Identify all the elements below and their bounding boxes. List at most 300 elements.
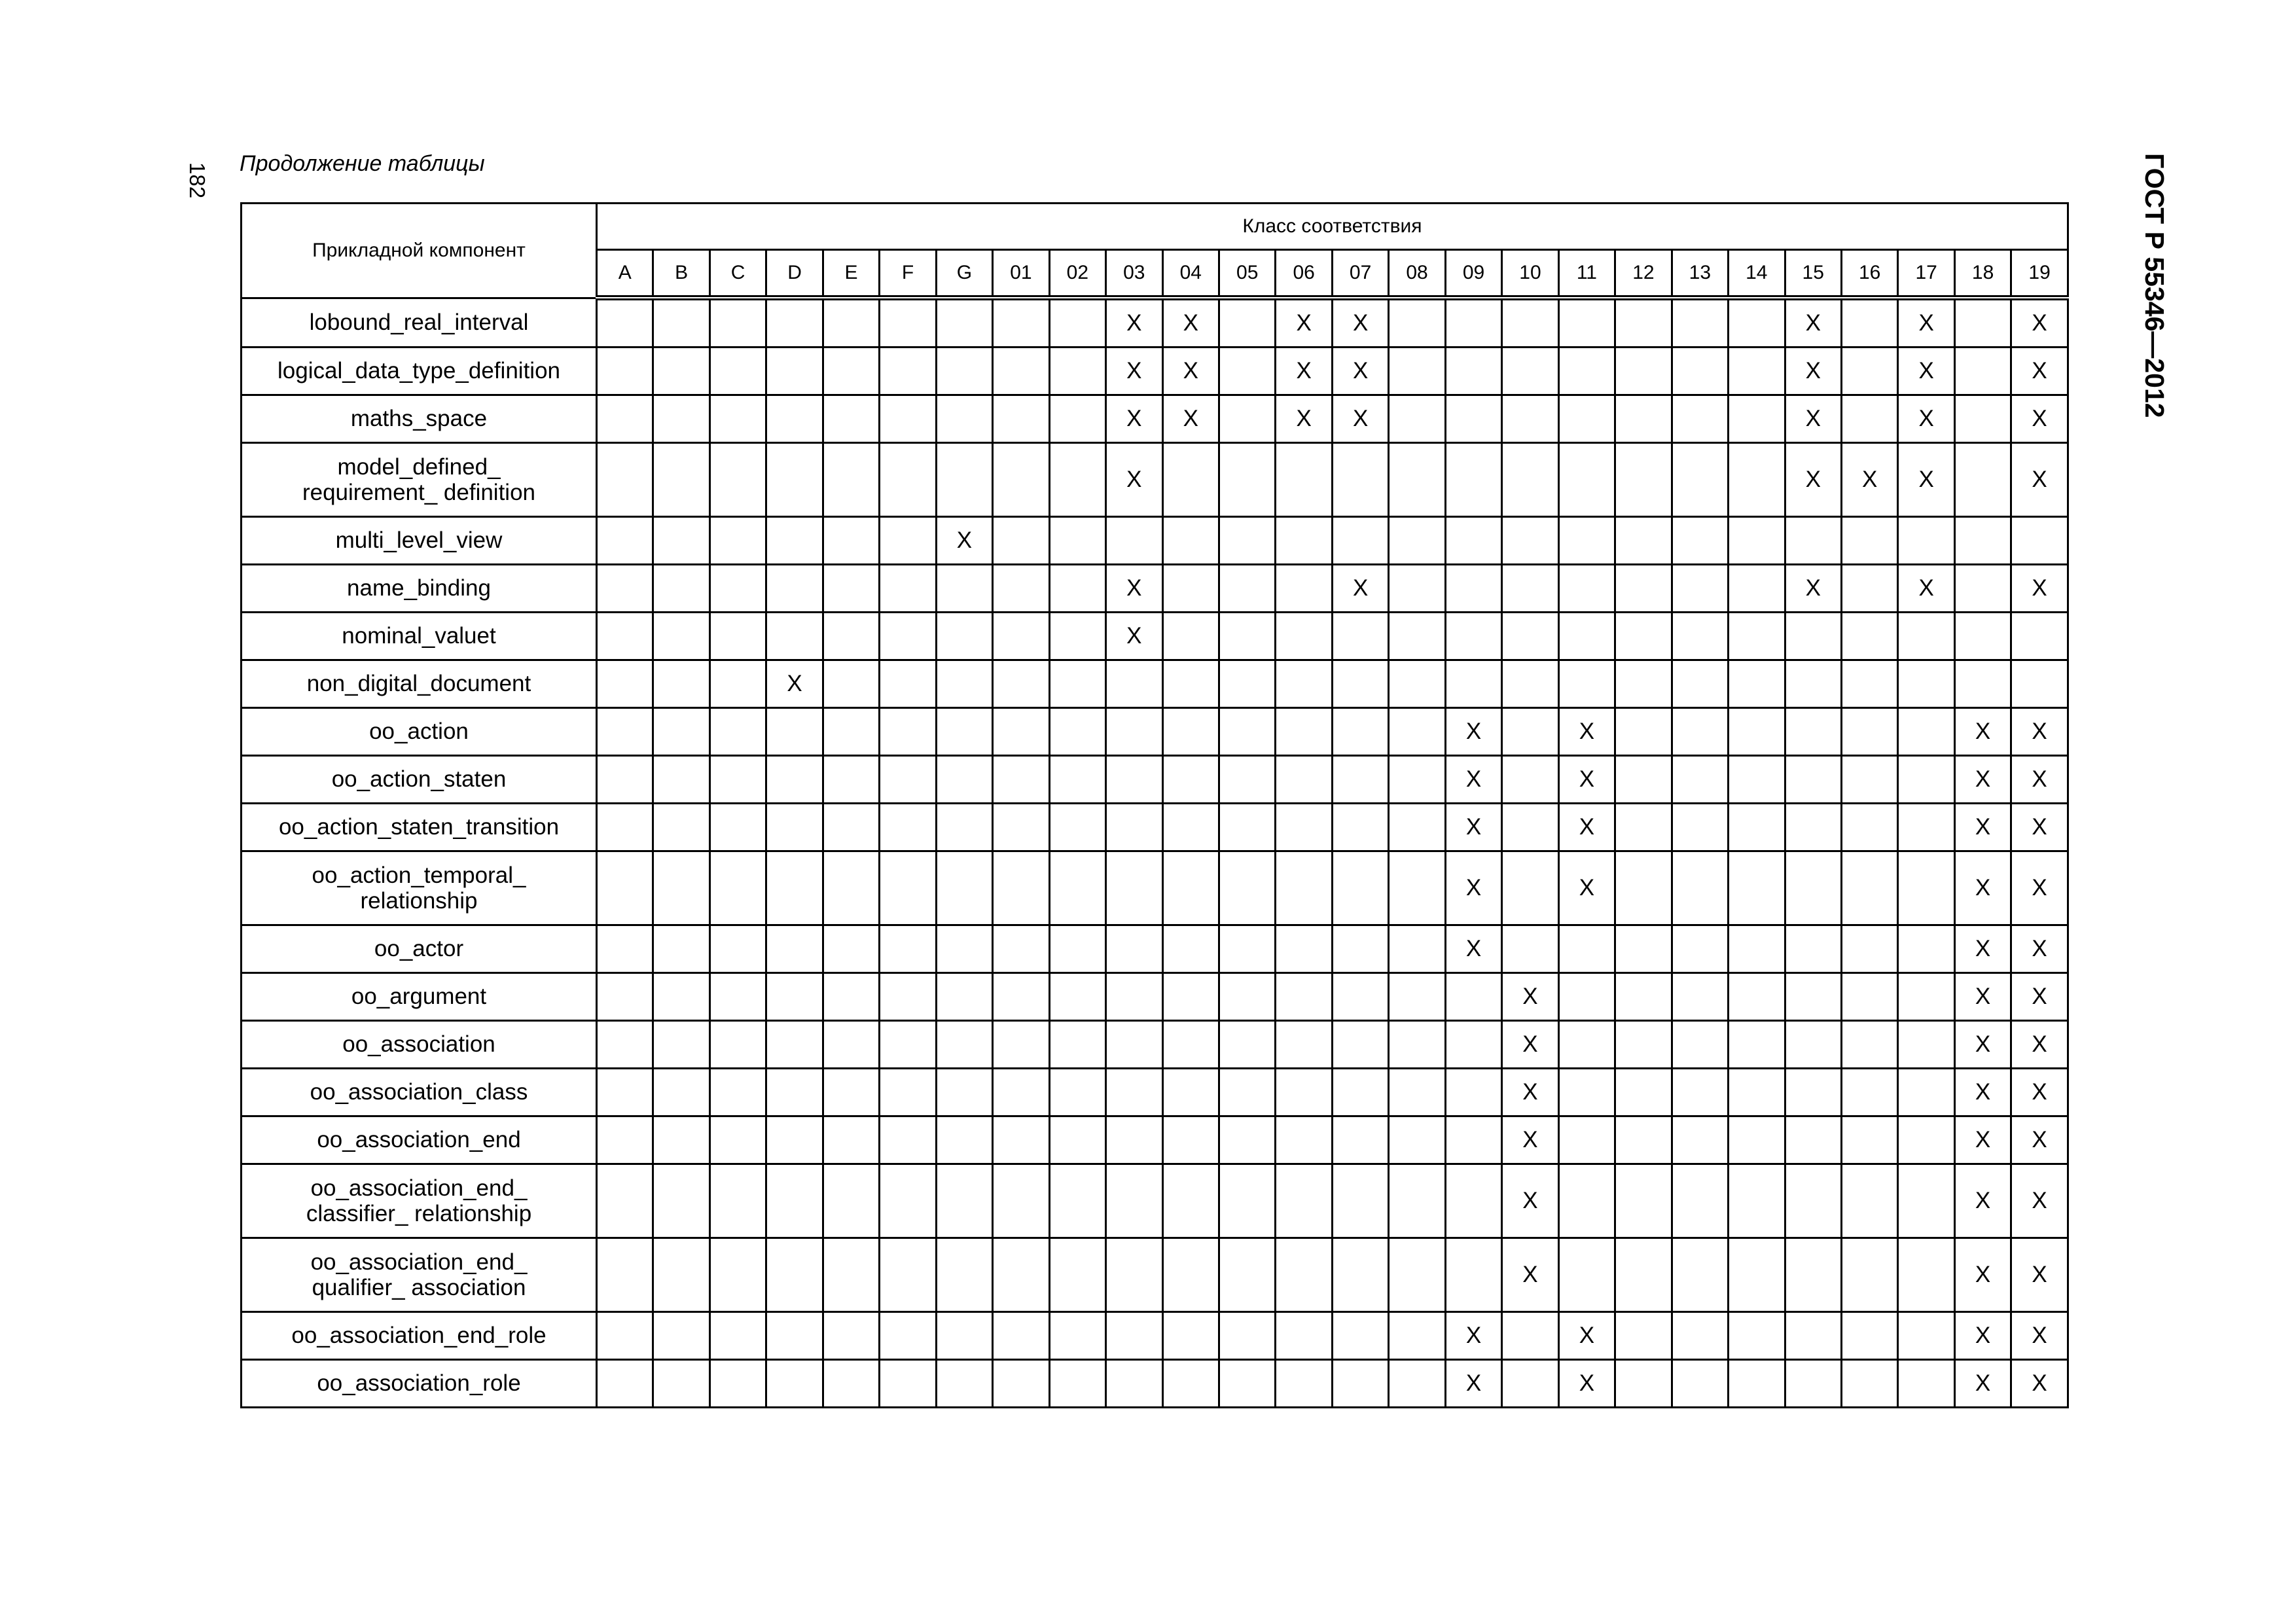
conformance-cell [936, 1021, 992, 1069]
conformance-cell: X [1898, 298, 1954, 348]
conformance-cell: X [1898, 348, 1954, 395]
conformance-cell [766, 1021, 823, 1069]
conformance-cell [1106, 1238, 1162, 1312]
conformance-cell [709, 973, 766, 1021]
conformance-cell [709, 1360, 766, 1408]
conformance-cell [1729, 348, 1785, 395]
table-row [242, 925, 2068, 973]
conformance-cell: X [1106, 348, 1162, 395]
conformance-cell [1049, 708, 1105, 756]
conformance-cell [1219, 660, 1275, 708]
conformance-cell [936, 565, 992, 613]
conformance-cell [1615, 1238, 1672, 1312]
conformance-cell: X [1841, 443, 1897, 517]
component-name: oo_association_end_role [242, 1312, 597, 1360]
table-row [242, 1164, 2068, 1238]
table-row [242, 395, 2068, 443]
class-code-11: 11 [1558, 250, 1615, 298]
conformance-cell [597, 517, 653, 565]
conformance-cell [1106, 973, 1162, 1021]
table-row [242, 708, 2068, 756]
conformance-cell [1219, 804, 1275, 851]
conformance-cell: X [1162, 395, 1219, 443]
conformance-cell [1615, 1021, 1672, 1069]
conformance-cell [880, 851, 936, 925]
conformance-cell [1049, 1021, 1105, 1069]
class-code-E: E [823, 250, 879, 298]
conformance-cell [1276, 925, 1332, 973]
conformance-cell [653, 804, 709, 851]
component-name: maths_space [242, 395, 597, 443]
conformance-cell [1558, 443, 1615, 517]
conformance-cell: X [1502, 1116, 1558, 1164]
conformance-cell [597, 1238, 653, 1312]
conformance-cell [1672, 973, 1728, 1021]
conformance-cell [597, 1069, 653, 1116]
conformance-cell: X [2011, 973, 2068, 1021]
conformance-cell: X [1954, 708, 2011, 756]
conformance-cell [766, 348, 823, 395]
conformance-cell [709, 348, 766, 395]
conformance-cell [1898, 973, 1954, 1021]
conformance-cell [1502, 443, 1558, 517]
conformance-cell [1049, 395, 1105, 443]
conformance-cell [1445, 298, 1501, 348]
conformance-cell [1785, 1360, 1841, 1408]
conformance-cell [653, 925, 709, 973]
conformance-cell [823, 565, 879, 613]
conformance-cell [1558, 925, 1615, 973]
conformance-cell [880, 660, 936, 708]
conformance-cell [1841, 565, 1897, 613]
conformance-cell [1672, 756, 1728, 804]
conformance-cell [653, 1069, 709, 1116]
conformance-cell [1049, 348, 1105, 395]
conformance-cell [1332, 1238, 1388, 1312]
conformance-cell [1049, 973, 1105, 1021]
conformance-cell [1615, 804, 1672, 851]
conformance-cell [1672, 517, 1728, 565]
conformance-cell [1049, 1238, 1105, 1312]
table-row [242, 851, 2068, 925]
conformance-cell [1558, 565, 1615, 613]
conformance-cell [1672, 1164, 1728, 1238]
conformance-cell [653, 613, 709, 660]
conformance-cell [936, 1360, 992, 1408]
conformance-cell [1841, 1360, 1897, 1408]
conformance-cell [1106, 1360, 1162, 1408]
table-row [242, 756, 2068, 804]
conformance-cell [1502, 851, 1558, 925]
conformance-cell: X [2011, 708, 2068, 756]
conformance-cell: X [1785, 348, 1841, 395]
conformance-cell [1049, 613, 1105, 660]
conformance-cell [1276, 1021, 1332, 1069]
conformance-cell [993, 443, 1049, 517]
conformance-cell [1898, 925, 1954, 973]
conformance-cell: X [1558, 708, 1615, 756]
conformance-cell [1615, 348, 1672, 395]
conformance-cell [1785, 925, 1841, 973]
conformance-cell: X [1954, 973, 2011, 1021]
conformance-cell [1672, 298, 1728, 348]
conformance-cell [1558, 298, 1615, 348]
conformance-cell [1276, 1069, 1332, 1116]
conformance-cell [653, 708, 709, 756]
conformance-cell [1162, 708, 1219, 756]
conformance-cell [1841, 1069, 1897, 1116]
conformance-cell [1049, 443, 1105, 517]
conformance-cell [1219, 973, 1275, 1021]
conformance-cell [709, 660, 766, 708]
conformance-cell [1389, 1312, 1445, 1360]
conformance-cell [1785, 804, 1841, 851]
conformance-cell [993, 1312, 1049, 1360]
conformance-cell [1615, 395, 1672, 443]
conformance-cell [1729, 1360, 1785, 1408]
class-code-F: F [880, 250, 936, 298]
conformance-cell [1672, 1360, 1728, 1408]
conformance-cell [993, 613, 1049, 660]
conformance-cell [1841, 660, 1897, 708]
conformance-cell [1841, 1021, 1897, 1069]
conformance-cell [1445, 517, 1501, 565]
conformance-cell [653, 1360, 709, 1408]
conformance-cell [1389, 443, 1445, 517]
conformance-table [240, 202, 2069, 1408]
conformance-cell [1841, 1164, 1897, 1238]
conformance-cell [1785, 851, 1841, 925]
conformance-cell [1502, 298, 1558, 348]
conformance-cell [1389, 613, 1445, 660]
conformance-cell [936, 973, 992, 1021]
conformance-cell [1615, 1069, 1672, 1116]
conformance-cell [1672, 1116, 1728, 1164]
conformance-cell [766, 1312, 823, 1360]
conformance-cell [597, 395, 653, 443]
conformance-cell: X [2011, 851, 2068, 925]
conformance-cell [1389, 708, 1445, 756]
conformance-cell [1276, 1116, 1332, 1164]
conformance-cell: X [1785, 298, 1841, 348]
conformance-cell [1729, 660, 1785, 708]
conformance-cell: X [1954, 1069, 2011, 1116]
conformance-cell [936, 1069, 992, 1116]
conformance-cell [993, 1360, 1049, 1408]
conformance-cell [1502, 756, 1558, 804]
conformance-cell: X [1954, 1238, 2011, 1312]
conformance-cell [993, 660, 1049, 708]
class-code-01: 01 [993, 250, 1049, 298]
conformance-cell [1502, 565, 1558, 613]
component-column-header: Прикладной компонент [242, 204, 597, 298]
conformance-cell [1332, 443, 1388, 517]
conformance-cell [1615, 973, 1672, 1021]
conformance-cell [2011, 660, 2068, 708]
conformance-cell [1785, 517, 1841, 565]
conformance-cell [1389, 973, 1445, 1021]
conformance-cell [1106, 804, 1162, 851]
conformance-cell [880, 925, 936, 973]
conformance-cell [1841, 973, 1897, 1021]
conformance-cell [1445, 565, 1501, 613]
conformance-cell: X [1898, 443, 1954, 517]
conformance-cell [880, 443, 936, 517]
conformance-cell [766, 1069, 823, 1116]
conformance-cell [597, 708, 653, 756]
conformance-cell [1445, 973, 1501, 1021]
conformance-cell: X [1502, 1021, 1558, 1069]
conformance-cell: X [1954, 1164, 2011, 1238]
conformance-cell: X [1558, 1360, 1615, 1408]
conformance-cell [1672, 804, 1728, 851]
conformance-cell [993, 1116, 1049, 1164]
conformance-cell [823, 1312, 879, 1360]
conformance-cell [1898, 1116, 1954, 1164]
conformance-cell [1276, 565, 1332, 613]
conformance-cell [1785, 756, 1841, 804]
conformance-cell [936, 348, 992, 395]
conformance-cell [1219, 517, 1275, 565]
conformance-cell [1898, 517, 1954, 565]
conformance-cell [1502, 1360, 1558, 1408]
conformance-cell [1332, 517, 1388, 565]
conformance-cell: X [1558, 756, 1615, 804]
conformance-cell [1898, 851, 1954, 925]
conformance-cell [1558, 517, 1615, 565]
conformance-cell [993, 973, 1049, 1021]
class-code-C: C [709, 250, 766, 298]
conformance-cell [1332, 804, 1388, 851]
conformance-cell [1162, 660, 1219, 708]
conformance-cell: X [2011, 348, 2068, 395]
conformance-cell [1672, 613, 1728, 660]
conformance-cell [597, 443, 653, 517]
conformance-cell [1162, 443, 1219, 517]
conformance-cell [709, 1069, 766, 1116]
conformance-cell [993, 1164, 1049, 1238]
conformance-cell [1841, 348, 1897, 395]
table-row [242, 517, 2068, 565]
conformance-cell [1898, 660, 1954, 708]
component-name: multi_level_view [242, 517, 597, 565]
conformance-cell [1615, 756, 1672, 804]
conformance-cell [823, 708, 879, 756]
conformance-cell [936, 613, 992, 660]
conformance-cell: X [1445, 756, 1501, 804]
conformance-cell [823, 613, 879, 660]
conformance-cell [1841, 298, 1897, 348]
conformance-cell: X [1954, 851, 2011, 925]
conformance-cell [1558, 395, 1615, 443]
conformance-cell: X [1162, 298, 1219, 348]
conformance-cell [653, 443, 709, 517]
conformance-cell [936, 1312, 992, 1360]
conformance-cell [1729, 1164, 1785, 1238]
conformance-cell [1162, 565, 1219, 613]
conformance-cell [653, 756, 709, 804]
conformance-cell [823, 804, 879, 851]
component-name: oo_association [242, 1021, 597, 1069]
conformance-cell [1785, 973, 1841, 1021]
class-code-12: 12 [1615, 250, 1672, 298]
conformance-cell [653, 517, 709, 565]
conformance-cell [1162, 1116, 1219, 1164]
table-row [242, 565, 2068, 613]
conformance-cell [766, 395, 823, 443]
conformance-cell [1785, 1021, 1841, 1069]
conformance-cell [1502, 613, 1558, 660]
conformance-cell [709, 1238, 766, 1312]
table-caption: Продолжение таблицы [240, 151, 485, 176]
conformance-cell: X [1558, 1312, 1615, 1360]
conformance-cell [1785, 613, 1841, 660]
conformance-cell [1389, 348, 1445, 395]
conformance-cell [1049, 1360, 1105, 1408]
conformance-cell [1276, 443, 1332, 517]
conformance-cell: X [1954, 1021, 2011, 1069]
conformance-cell: X [1502, 973, 1558, 1021]
conformance-cell [709, 298, 766, 348]
conformance-cell [1558, 1116, 1615, 1164]
conformance-cell [993, 298, 1049, 348]
conformance-cell: X [1332, 298, 1388, 348]
table-row [242, 1116, 2068, 1164]
conformance-cell: X [1954, 1116, 2011, 1164]
class-code-G: G [936, 250, 992, 298]
conformance-cell [766, 851, 823, 925]
conformance-cell [936, 660, 992, 708]
conformance-cell: X [1445, 804, 1501, 851]
conformance-cell [653, 973, 709, 1021]
table-row [242, 1312, 2068, 1360]
conformance-cell [1785, 708, 1841, 756]
conformance-cell [1841, 1116, 1897, 1164]
conformance-cell [1049, 851, 1105, 925]
conformance-cell [1898, 708, 1954, 756]
conformance-cell [1445, 1069, 1501, 1116]
conformance-cell [1049, 660, 1105, 708]
conformance-cell [1445, 613, 1501, 660]
conformance-cell [1106, 708, 1162, 756]
conformance-cell [1332, 756, 1388, 804]
conformance-cell [1332, 1069, 1388, 1116]
conformance-cell [936, 443, 992, 517]
conformance-cell [1162, 925, 1219, 973]
conformance-cell [1785, 1069, 1841, 1116]
conformance-cell [1672, 565, 1728, 613]
conformance-cell [1445, 1116, 1501, 1164]
conformance-cell [597, 660, 653, 708]
conformance-cell [1389, 1238, 1445, 1312]
conformance-cell [1276, 1312, 1332, 1360]
conformance-cell [709, 708, 766, 756]
conformance-cell [880, 1069, 936, 1116]
conformance-cell [1615, 565, 1672, 613]
conformance-cell: X [1502, 1164, 1558, 1238]
conformance-cell: X [1162, 348, 1219, 395]
conformance-cell [1332, 1164, 1388, 1238]
class-code-02: 02 [1049, 250, 1105, 298]
conformance-cell: X [1332, 348, 1388, 395]
conformance-cell [880, 973, 936, 1021]
conformance-cell: X [2011, 756, 2068, 804]
conformance-cell [709, 925, 766, 973]
conformance-cell [1502, 395, 1558, 443]
conformance-cell [1672, 851, 1728, 925]
conformance-cell [709, 1164, 766, 1238]
conformance-cell [1841, 804, 1897, 851]
conformance-cell [1332, 1360, 1388, 1408]
component-name: logical_data_type_definition [242, 348, 597, 395]
table-row [242, 298, 2068, 348]
conformance-cell [1106, 517, 1162, 565]
component-name: oo_association_end_ qualifier_ association [242, 1238, 597, 1312]
conformance-cell: X [2011, 1069, 2068, 1116]
conformance-cell [1615, 1360, 1672, 1408]
conformance-cell: X [1502, 1238, 1558, 1312]
conformance-cell [766, 925, 823, 973]
class-column-header: Класс соответствия [597, 204, 2068, 250]
conformance-cell [1332, 973, 1388, 1021]
conformance-cell [1276, 756, 1332, 804]
conformance-cell [1276, 1164, 1332, 1238]
conformance-cell [880, 1360, 936, 1408]
conformance-cell [993, 851, 1049, 925]
conformance-cell [880, 756, 936, 804]
conformance-cell [1785, 1238, 1841, 1312]
conformance-cell [880, 804, 936, 851]
conformance-cell [1558, 1164, 1615, 1238]
conformance-cell [1162, 1238, 1219, 1312]
conformance-cell [1389, 660, 1445, 708]
conformance-cell [1615, 925, 1672, 973]
conformance-cell [597, 851, 653, 925]
conformance-cell [1898, 1069, 1954, 1116]
conformance-cell [653, 1164, 709, 1238]
conformance-cell [993, 1021, 1049, 1069]
conformance-cell [936, 851, 992, 925]
conformance-cell: X [2011, 443, 2068, 517]
conformance-cell [1445, 1238, 1501, 1312]
conformance-cell [2011, 613, 2068, 660]
conformance-cell [1332, 925, 1388, 973]
conformance-cell [1162, 1360, 1219, 1408]
conformance-cell: X [1106, 613, 1162, 660]
conformance-cell [1502, 1312, 1558, 1360]
conformance-cell [1615, 851, 1672, 925]
conformance-cell [709, 851, 766, 925]
conformance-cell [993, 708, 1049, 756]
conformance-cell [936, 1238, 992, 1312]
conformance-cell [993, 517, 1049, 565]
conformance-cell [1785, 1116, 1841, 1164]
conformance-cell: X [1276, 348, 1332, 395]
conformance-cell: X [1785, 443, 1841, 517]
conformance-cell [1445, 660, 1501, 708]
conformance-cell [653, 298, 709, 348]
conformance-cell [1954, 298, 2011, 348]
conformance-cell [597, 1164, 653, 1238]
conformance-cell [1558, 1021, 1615, 1069]
conformance-cell [1729, 517, 1785, 565]
conformance-cell [823, 1021, 879, 1069]
conformance-cell: X [2011, 395, 2068, 443]
conformance-cell [1276, 1238, 1332, 1312]
conformance-cell [597, 1312, 653, 1360]
conformance-cell [597, 1116, 653, 1164]
conformance-cell [1729, 1238, 1785, 1312]
